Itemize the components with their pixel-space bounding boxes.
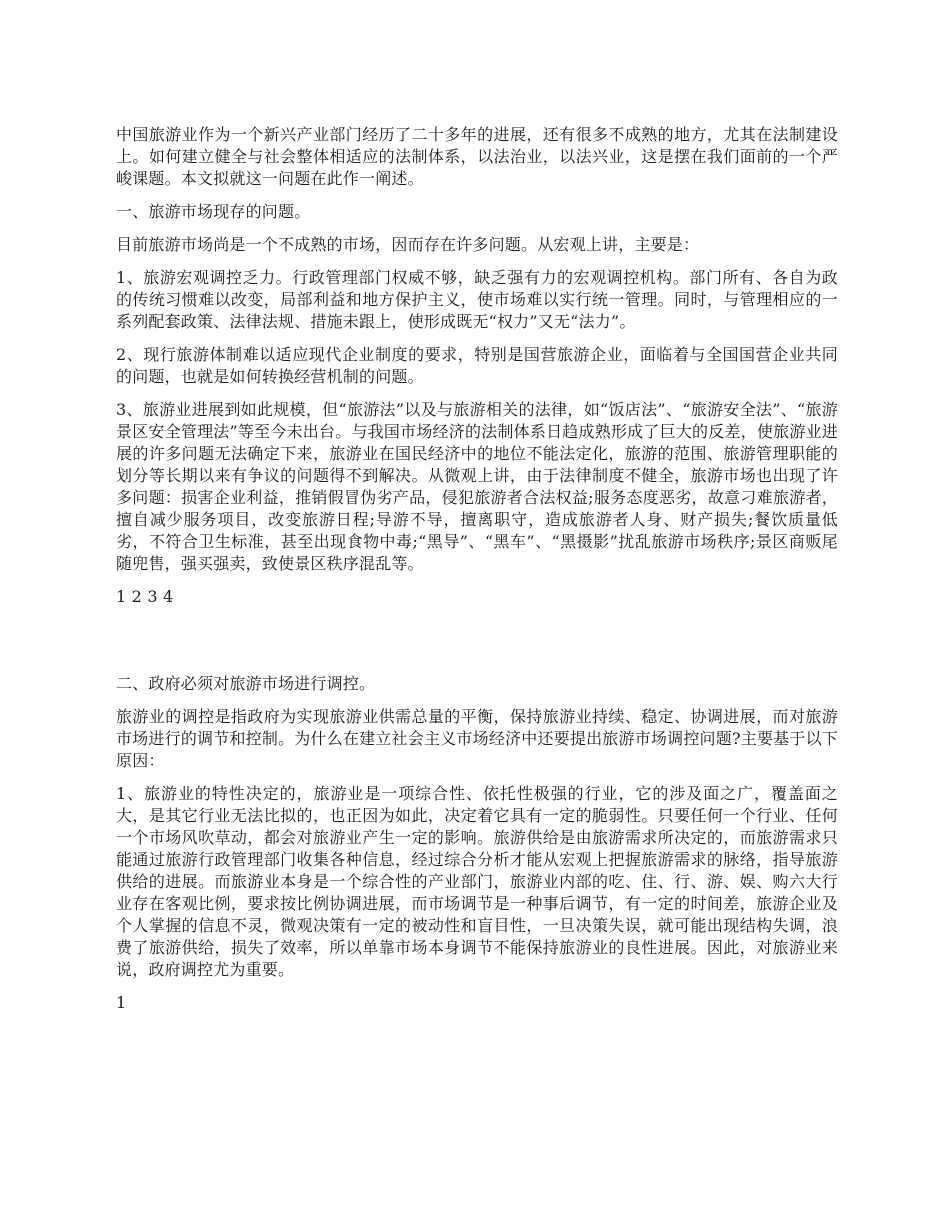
regulation-item-1: 1、旅游业的特性决定的，旅游业是一项综合性、依托性极强的行业，它的涉及面之广，覆盖面之大，是其它行业无法比拟的，也正因为如此，决定着它具有一定的脆弱性。只要任何一个行业、任何一个市场风吹草动，都会对旅游业产生一定的影响。旅游供给是由旅游需求所决定的，而旅游需求只能通过旅游行政管理部门收集各种信息，经过综合分析才能从宏观上把握旅游需求的脉络，指导旅游供给的进展。而旅游业本身是一个综合性的产业部门，旅游业内部的吃、住、行、游、娱、购六大行业存在客观比例，要求按比例协调进展，而市场调节是一种事后调节，有一定的时间差，旅游企业及个人掌握的信息不灵，微观决策有一定的被动性和盲目性，一旦决策失误，就可能出现结构失调，浪费了旅游供给，损失了效率，所以单靠市场本身调节不能保持旅游业的良性进展。因此，对旅游业来说，政府调控尤为重要。 (116, 784, 838, 979)
problem-item-2: 2、现行旅游体制难以适应现代企业制度的要求，特别是国营旅游企业，面临着与全国国营企业共同的问题，也就是如何转换经营机制的问题。 (116, 345, 838, 386)
page-number-list: 1 2 3 4 (116, 587, 174, 606)
regulation-lead-paragraph: 旅游业的调控是指政府为实现旅游业供需总量的平衡，保持旅游业持续、稳定、协调进展，而对旅游市场进行的调节和控制。为什么在建立社会主义市场经济中还要提出旅游市场调控问题?主要基于以下原因： (116, 707, 838, 770)
problem-item-3: 3、旅游业进展到如此规模，但“旅游法”以及与旅游相关的法律，如“饭店法”、“旅游安全法”、“旅游景区安全管理法”等至今未出台。与我国市场经济的法制体系日趋成熟形成了巨大的反差，使旅游业进展的许多问题无法确定下来，旅游业在国民经济中的地位不能法定化，旅游的范围、旅游管理职能的划分等长期以来有争议的问题得不到解决。从微观上讲，由于法律制度不健全，旅游市场也出现了许多问题：损害企业利益，推销假冒伪劣产品，侵犯旅游者合法权益;服务态度恶劣，故意刁难旅游者，擅自减少服务项目，改变旅游日程;导游不导，擅离职守，造成旅游者人身、财产损失;餐饮质量低劣，不符合卫生标准，甚至出现食物中毒;“黑导”、“黑车”、“黑摄影”扰乱旅游市场秩序;景区商贩尾随兜售，强买强卖，致使景区秩序混乱等。 (116, 400, 838, 573)
problems-lead-paragraph: 目前旅游市场尚是一个不成熟的市场，因而存在许多问题。从宏观上讲，主要是： (116, 235, 700, 254)
intro-paragraph: 中国旅游业作为一个新兴产业部门经历了二十多年的进展，还有很多不成熟的地方，尤其在法制建设上。如何建立健全与社会整体相适应的法制体系，以法治业，以法兴业，这是摆在我们面前的一个严峻课题。本文拟就这一问题在此作一阐述。 (116, 125, 838, 188)
page-number: 1 (116, 993, 127, 1012)
document-page (116, 124, 838, 1025)
section-heading-regulation: 二、政府必须对旅游市场进行调控。 (116, 674, 376, 693)
section-spacer (116, 619, 838, 673)
section-heading-problems: 一、旅游市场现存的问题。 (116, 202, 311, 221)
problem-item-1: 1、旅游宏观调控乏力。行政管理部门权威不够，缺乏强有力的宏观调控机构。部门所有、各自为政的传统习惯难以改变，局部利益和地方保护主义，使市场难以实行统一管理。同时，与管理相应的一系列配套政策、法律法规、措施未跟上，使形成既无“权力”又无“法力”。 (116, 268, 838, 331)
